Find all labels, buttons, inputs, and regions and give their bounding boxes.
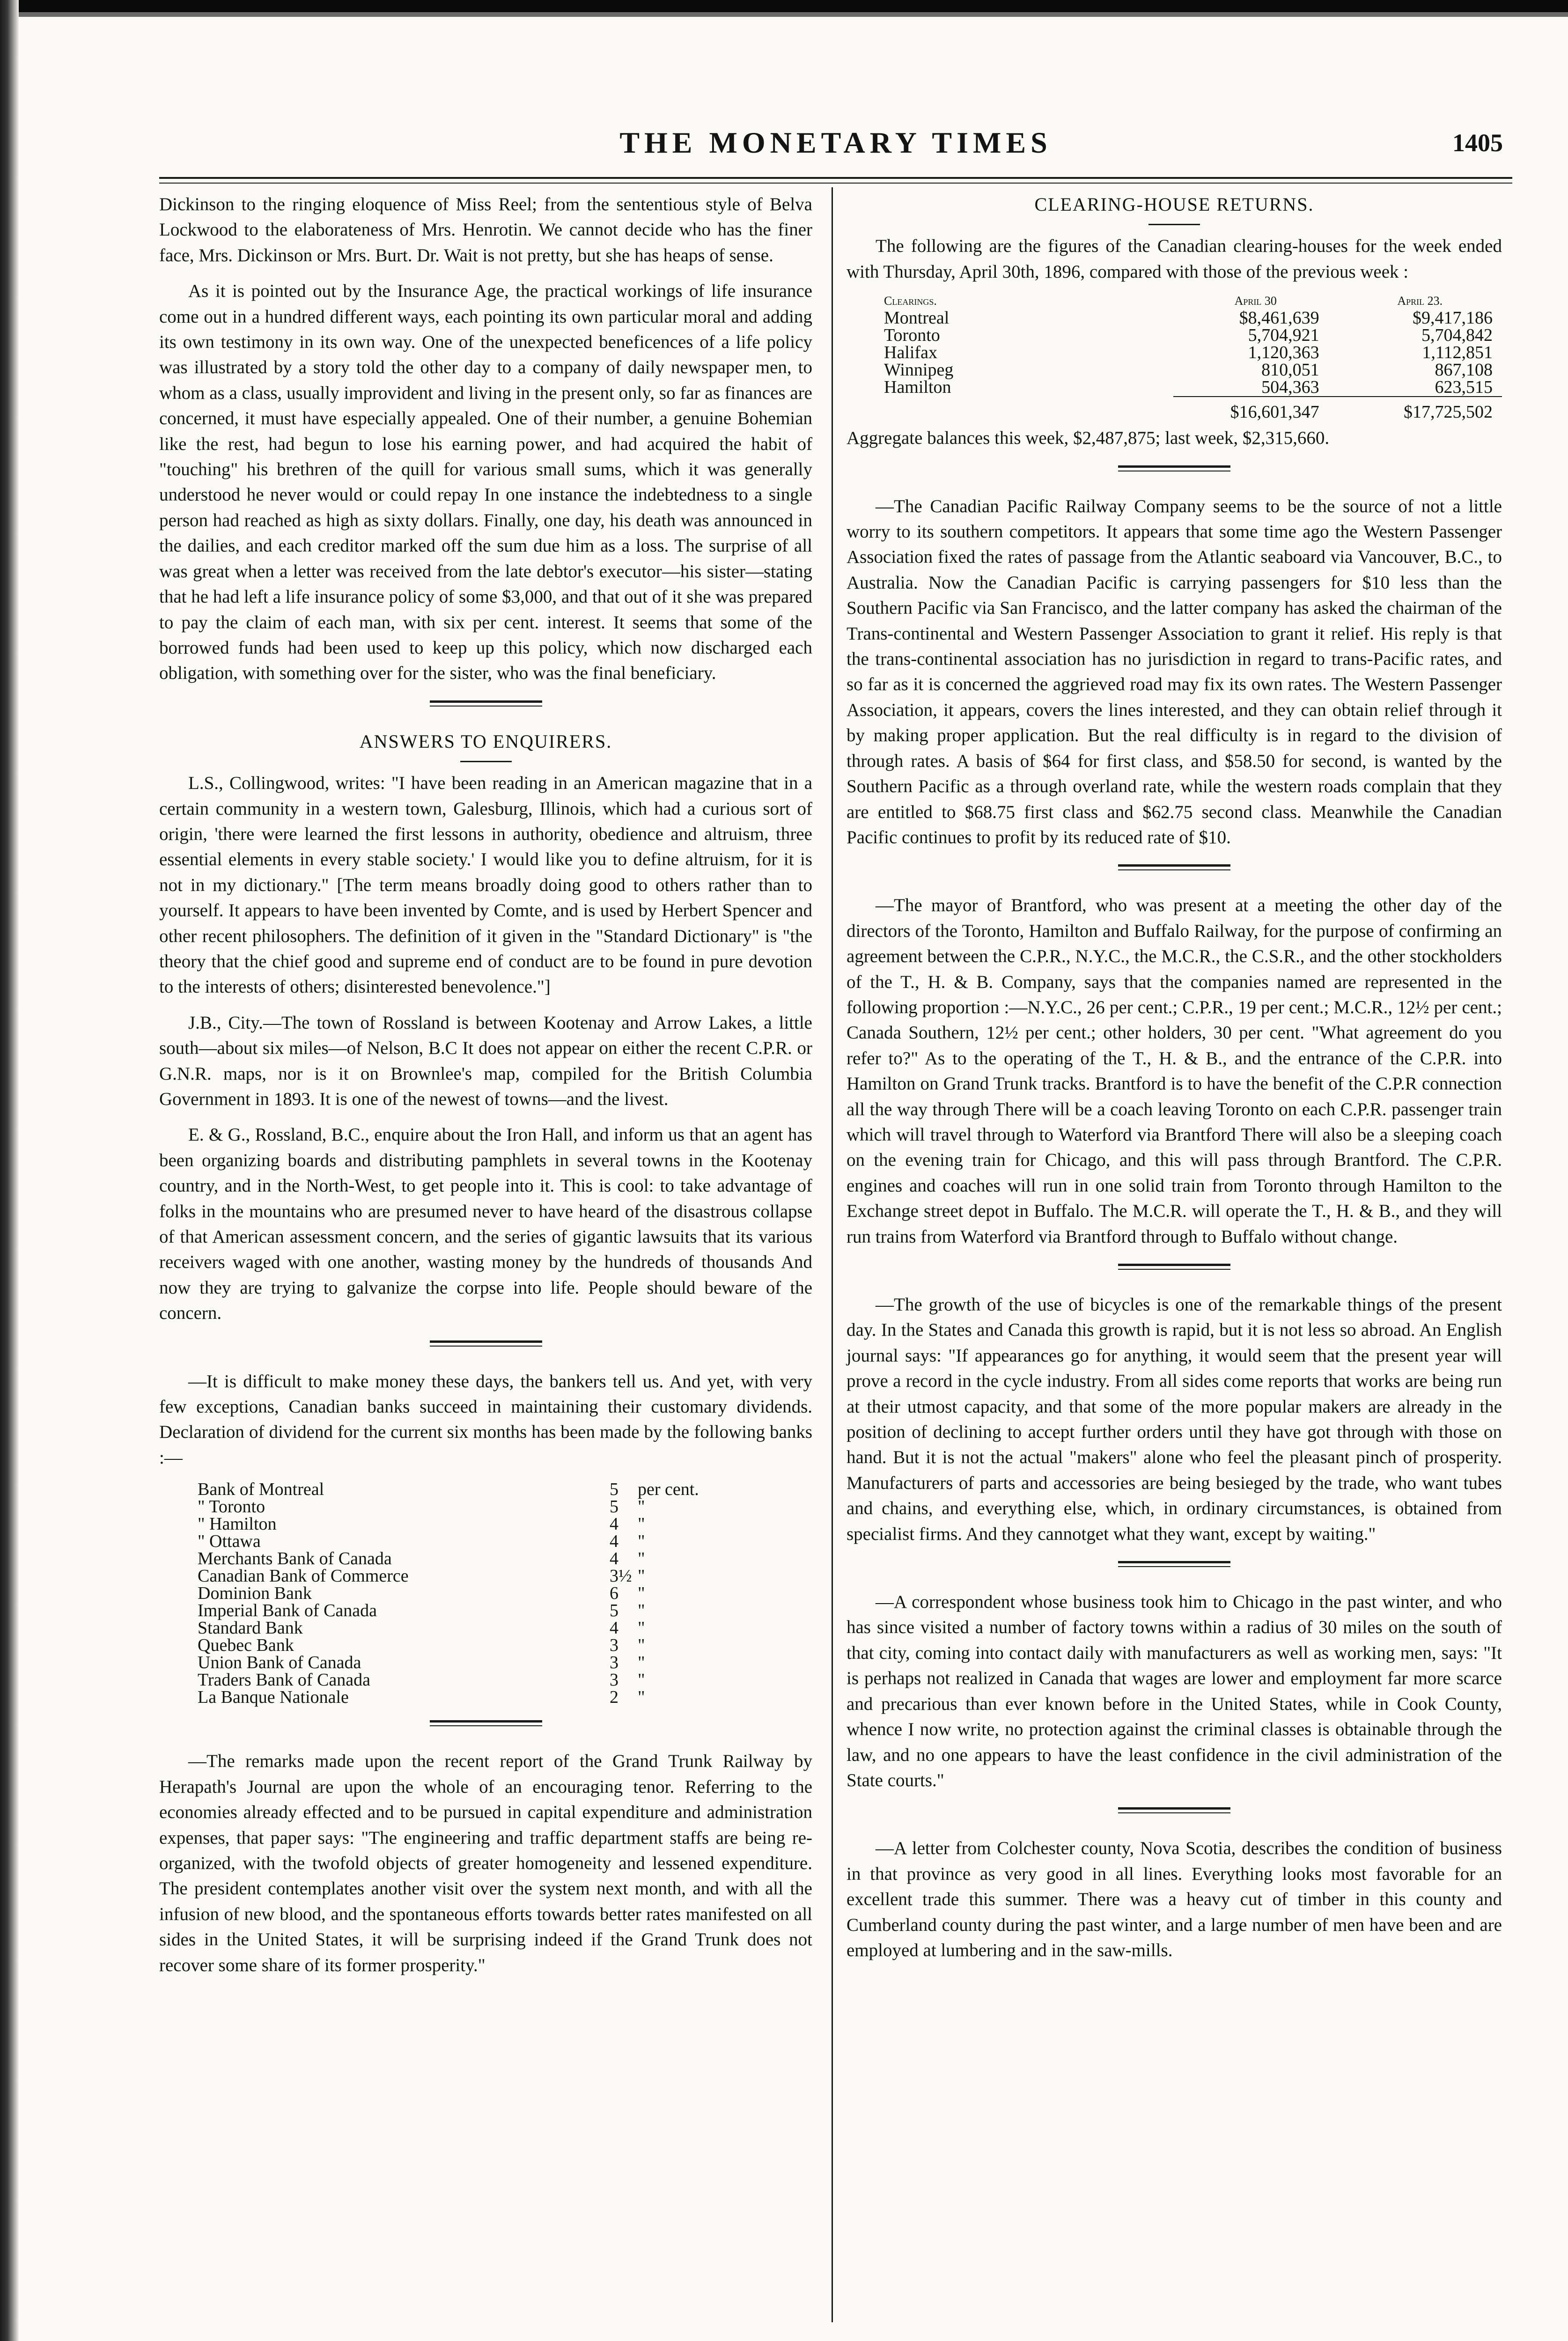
dividend-unit: "	[638, 1531, 645, 1552]
city-name: Halifax	[884, 343, 937, 363]
city-name: Montreal	[884, 308, 950, 328]
section-separator	[1118, 1807, 1230, 1813]
clearing-apr30: 504,363	[1261, 377, 1319, 398]
dividend-table	[198, 1481, 699, 1706]
article-paragraph: E. & G., Rossland, B.C., enquire about the Iron Hall, and inform us that an agent has been organizing boards and distributing pamphlets in several towns in the Kootenay country, and in the North-West, to get people into it. This is cool: to take advantage of folks in the mountains who are presumed never to have heard of the disastrous collapse of that American assessment concern, and the series of gigantic lawsuits that its various receivers waged with one another, wasting money by the hundreds of thousands And now they are trying to galvanize the corpse into life. People should beware of the concern.	[159, 1125, 812, 1324]
dividend-rate: 5	[610, 1480, 618, 1500]
bank-name: Standard Bank	[198, 1618, 303, 1638]
bank-name: " Hamilton	[198, 1514, 277, 1534]
section-heading: ANSWERS TO ENQUIRERS.	[359, 730, 612, 752]
clearing-apr23: $9,417,186	[1413, 308, 1493, 328]
clearing-apr30: 1,120,363	[1248, 343, 1319, 363]
section-separator	[1118, 1264, 1230, 1270]
dividend-rate: 4	[610, 1531, 618, 1552]
dividend-rate: 5	[610, 1601, 618, 1621]
article-paragraph: —A correspondent whose business took him to Chicago in the past winter, and who has since visited a number of factory towns within a radius of 30 miles on the south of that city, coming into contact daily with manufacturers as well as working men, says: "It is perhaps not realized in Canada that wages are lower and employment far more scarce and precarious than ever known before in the United States, while in Cook County, whence I now write, no protection against the criminal classes is obtainable through the law, and no one appears to have the least confidence in the civil administration of the State courts."	[847, 1592, 1502, 1790]
clearing-apr30: $8,461,639	[1239, 308, 1319, 328]
dividend-rate: 4	[610, 1618, 618, 1638]
clearing-total-row	[884, 397, 1502, 421]
section-separator	[1118, 1561, 1230, 1567]
col-header: April 30	[1234, 294, 1277, 308]
dividend-unit: "	[638, 1514, 645, 1534]
col-header: April 23.	[1397, 294, 1443, 308]
clearing-header-row	[884, 292, 1502, 309]
header-rule-thin	[159, 183, 1512, 184]
dividend-row	[198, 1481, 699, 1498]
section-separator	[430, 1720, 542, 1726]
column-divider	[832, 187, 833, 2322]
article-paragraph: —A letter from Colchester county, Nova Scotia, describes the condition of business in that province as very good in all lines. Everything looks most favorable for an excellent trade this summer. There was a heavy cut of timber in this county and Cumberland county during the past winter, and a large number of men have been and are employed at lumbering and in the saw-mills.	[847, 1838, 1502, 1960]
article-paragraph: Dickinson to the ringing eloquence of Miss Reel; from the sententious style of Belva Lockwood to the elaborateness of Mrs. Henrotin. We cannot decide who has the finer face, Mrs. Dickinson or Mrs. Burt. Dr. Wait is not pretty, but she has heaps of sense.	[159, 194, 812, 265]
bank-name: Bank of Montreal	[198, 1480, 324, 1500]
section-heading: CLEARING-HOUSE RETURNS.	[1034, 194, 1314, 215]
clearing-table	[884, 292, 1502, 421]
article-paragraph: —It is difficult to make money these days, the bankers tell us. And yet, with very few exceptions, Canadian banks succeed in maintaining their customary dividends. Declaration of dividend for the current six months has been made by the following banks :—	[159, 1371, 812, 1468]
dividend-row	[198, 1637, 699, 1654]
col-header: Clearings.	[884, 294, 937, 308]
clearing-row	[884, 379, 1502, 397]
dividend-rate: 4	[610, 1549, 618, 1569]
top-edge-shadow	[0, 12, 1568, 17]
article-paragraph: The following are the figures of the Canadian clearing-houses for the week ended with Thursday, April 30th, 1896, compared with those of the previous week :	[847, 236, 1502, 282]
page-header	[159, 126, 1512, 159]
dividend-row	[198, 1671, 699, 1689]
clearing-apr30: 5,704,921	[1248, 325, 1319, 346]
clearing-apr23: 867,108	[1435, 360, 1493, 380]
dividend-unit: "	[638, 1687, 645, 1708]
dividend-unit: "	[638, 1618, 645, 1638]
dividend-unit: "	[638, 1601, 645, 1621]
dividend-row	[198, 1550, 699, 1568]
dividend-row	[198, 1568, 699, 1585]
dividend-rate: 3	[610, 1670, 618, 1690]
dividend-unit: "	[638, 1670, 645, 1690]
heading-rule	[460, 761, 512, 762]
article-paragraph: —The Canadian Pacific Railway Company seems to be the source of not a little worry to its southern competitors. It appears that some time ago the Western Passenger Association fixed the rates of passage from the Atlantic seaboard via Vancouver, B.C., to Australia. Now the Canadian Pacific is carrying passengers for $10 less than the Southern Pacific via San Francisco, and the latter company has asked the chairman of the Trans-continental and Western Passenger Association to grant it relief. His reply is that the trans-continental association has no jurisdiction in regard to trans-Pacific rates, and so far as it is concerned the aggrieved road may fix its own rates. The Western Passenger Association, it appears, covers the lines interested, and they can obtain relief through it by making proper application. But the real difficulty is in regard to the division of through rates. A basis of $64 for first class, and $58.50 for second, is wanted by the Southern Pacific as a through overland rate, while the western roads complain that they are entitled to $68.75 first class and $62.75 second class. Meanwhile the Canadian Pacific continues to profit by its reduced rate of $10.	[847, 496, 1502, 847]
left-column	[159, 192, 812, 1988]
aggregate-balances: Aggregate balances this week, $2,487,875; last week, $2,315,660.	[847, 428, 1330, 449]
section-separator	[1118, 864, 1230, 870]
page-number: 1405	[1452, 129, 1503, 157]
clearing-row	[884, 361, 1502, 379]
header-rule	[159, 177, 1512, 179]
article-paragraph: J.B., City.—The town of Rossland is between Kootenay and Arrow Lakes, a little south—about six miles—of Nelson, B.C It does not appear on either the recent C.P.R. or G.N.R. maps, nor is it on Brownlee's map, compiled for the British Columbia Government in 1893. It is one of the newest of towns—and the livest.	[159, 1012, 812, 1109]
dividend-rate: 6	[610, 1583, 618, 1604]
bank-name: Imperial Bank of Canada	[198, 1601, 377, 1621]
article-paragraph: —The remarks made upon the recent report of the Grand Trunk Railway by Herapath's Journal are upon the whole of an encouraging tenor. Referring to the economies already effected and to be pursued in capital expenditure and administration expenses, that paper says: "The engineering and traffic department staffs are being re-organized, with the twofold objects of greater homogeneity and lessened expenditure. The president contemplates another visit over the system next month, and with all the infusion of new blood, and the spontaneous efforts towards better rates manifested on all sides in the United States, it will be surprising indeed if the Grand Trunk does not recover some share of its former prosperity."	[159, 1751, 812, 1975]
dividend-row	[198, 1533, 699, 1550]
heading-rule	[1148, 224, 1200, 225]
bank-name: " Toronto	[198, 1497, 265, 1517]
dividend-row	[198, 1654, 699, 1671]
dividend-unit: "	[638, 1653, 645, 1673]
top-edge-band	[0, 0, 1568, 12]
bank-name: La Banque Nationale	[198, 1687, 349, 1708]
city-name: Toronto	[884, 325, 940, 346]
section-separator	[430, 700, 542, 707]
total-apr23: $17,725,502	[1338, 397, 1502, 421]
article-paragraph: L.S., Collingwood, writes: "I have been reading in an American magazine that in a certain community in a western town, Galesburg, Illinois, which had a curious sort of origin, 'there were learned the first lessons in authority, obedience and altruism, three essential elements in every stable society.' I would like you to define altruism, for it is not in my dictionary." [The term means broadly doing good to others rather than to yourself. It appears to have been invented by Comte, and is used by Herbert Spencer and other recent philosophers. The definition of it given in the "Standard Dictionary" is "the theory that the chief good and supreme end of conduct are to be found in pure devotion to the interests of others; disinterested benevolence."]	[159, 773, 812, 997]
article-paragraph: —The growth of the use of bicycles is one of the remarkable things of the present day. In the States and Canada this growth is rapid, but it is not less so abroad. An English journal says: "If appearances go for anything, it would seem that the present year will prove a record in the cycle industry. From all sides come reports that works are being run at their utmost capacity, and that some of the more popular makers are already in the position of declining to accept further orders until they have got through with those on hand. But it is not the actual "makers" alone who feel the pleasant pinch of prosperity. Manufacturers of parts and accessories are being besieged by the trade, who want tubes and chains, and everything else, which, in ordinary circumstances, is obtained from specialist firms. And they cannotget what they want, except by waiting."	[847, 1295, 1502, 1544]
dividend-row	[198, 1516, 699, 1533]
dividend-row	[198, 1620, 699, 1637]
dividend-unit: "	[638, 1635, 645, 1656]
dividend-unit: per cent.	[638, 1480, 699, 1500]
dividend-unit: "	[638, 1549, 645, 1569]
article-paragraph: —The mayor of Brantford, who was present at a meeting the other day of the directors of the Toronto, Hamilton and Buffalo Railway, for the purpose of confirming an agreement between the C.P.R., N.Y.C., the M.C.R., the C.S.R., and the other stockholders of the T., H. & B. Company, says that the companies named are represented in the following proportion :—N.Y.C., 26 per cent.; C.P.R., 19 per cent.; M.C.R., 12½ per cent.; Canada Southern, 12½ per cent.; other holders, 30 per cent. "What agreement do you refer to?" As to the operating of the T., H. & B., and the entrance of the C.P.R. into Hamilton on Grand Trunk tracks. Brantford is to have the benefit of the C.P.R connection all the way through There will be a coach leaving Toronto on each C.P.R. passenger train which will travel through to Waterford via Brantford There will also be a sleeping coach on the evening train for Chicago, and this will pass through Brantford. The C.P.R. engines and coaches will run in one solid train from Toronto through Hamilton to the Exchange street depot in Buffalo. The M.C.R. will operate the T., H. & B., and they will run trains from Waterford via Brantford through to Buffalo without change.	[847, 895, 1502, 1247]
clearing-row	[884, 309, 1502, 327]
dividend-unit: "	[638, 1583, 645, 1604]
bank-name: Merchants Bank of Canada	[198, 1549, 392, 1569]
right-column	[847, 192, 1502, 1973]
clearing-apr23: 5,704,842	[1421, 325, 1493, 346]
bank-name: Quebec Bank	[198, 1635, 294, 1656]
bank-name: Union Bank of Canada	[198, 1653, 361, 1673]
clearing-apr30: 810,051	[1261, 360, 1319, 380]
total-apr30: $16,601,347	[1173, 397, 1338, 421]
bank-name: Canadian Bank of Commerce	[198, 1566, 409, 1586]
dividend-rate: 3	[610, 1653, 618, 1673]
masthead-title: THE MONETARY TIMES	[619, 126, 1052, 159]
bank-name: Dominion Bank	[198, 1583, 312, 1604]
page-binding-edge	[0, 0, 19, 2341]
dividend-unit: "	[638, 1497, 645, 1517]
dividend-rate: 4	[610, 1514, 618, 1534]
dividend-row	[198, 1602, 699, 1620]
dividend-row	[198, 1498, 699, 1516]
clearing-row	[884, 327, 1502, 344]
dividend-row	[198, 1689, 699, 1706]
dividend-row	[198, 1585, 699, 1602]
clearing-apr23: 623,515	[1435, 377, 1493, 398]
city-name: Winnipeg	[884, 360, 954, 380]
city-name: Hamilton	[884, 377, 951, 398]
dividend-rate: 3½	[610, 1566, 632, 1586]
article-paragraph: As it is pointed out by the Insurance Age, the practical workings of life insurance come out in a hundred different ways, each pointing its own particular moral and adding its own testimony in its own way. One of the unexpected beneficences of a life policy was illustrated by a story told the other day to a company of daily newspaper men, to whom as a class, usually improvident and living in the present only, so far as finances are concerned, it must have especially appealed. One of their number, a genuine Bohemian like the rest, had begun to lose his earning power, and had acquired the habit of "touching" his brethren of the quill for various small sums, which it was generally understood he never would or could repay In one instance the indebtedness to a single person had reached as high as sixty dollars. Finally, one day, his death was announced in the dailies, and each creditor marked off the sum due him as a loss. The surprise of all was great when a letter was received from the late debtor's executor—his sister—stating that he had left a life insurance policy of some $3,000, and that out of it she was prepared to pay the claim of each man, with six per cent. interest. It seems that some of the borrowed funds had been used to keep up this policy, which now discharged each obligation, with something over for the sister, who was the final beneficiary.	[159, 281, 812, 684]
dividend-rate: 5	[610, 1497, 618, 1517]
bank-name: Traders Bank of Canada	[198, 1670, 371, 1690]
dividend-rate: 2	[610, 1687, 618, 1708]
dividend-rate: 3	[610, 1635, 618, 1656]
dividend-unit: "	[638, 1566, 645, 1586]
clearing-apr23: 1,112,851	[1422, 343, 1493, 363]
section-separator	[430, 1340, 542, 1347]
bank-name: " Ottawa	[198, 1531, 261, 1552]
clearing-row	[884, 344, 1502, 361]
section-separator	[1118, 465, 1230, 471]
